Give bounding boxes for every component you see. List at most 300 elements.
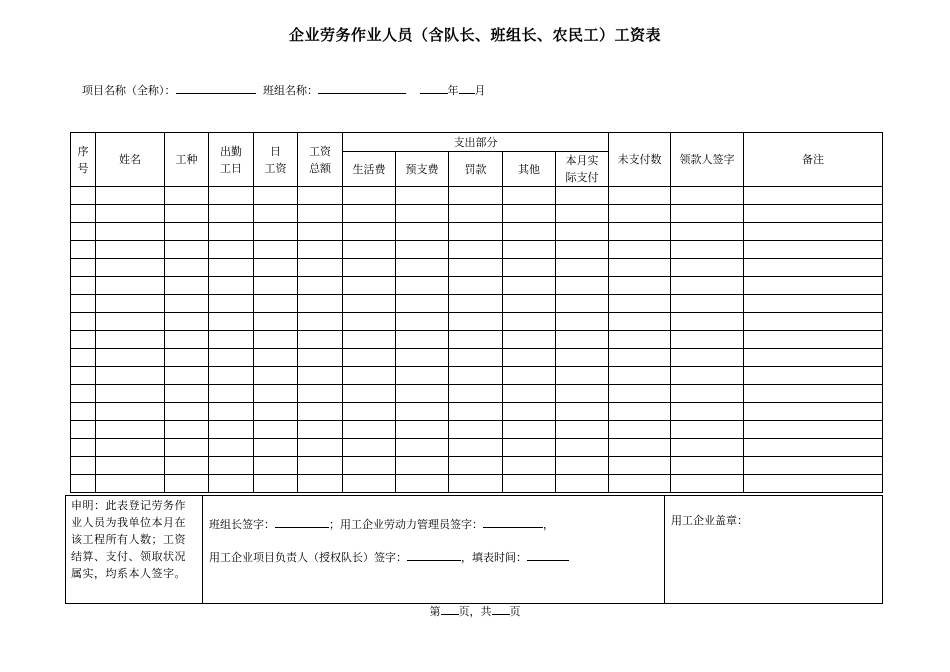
table-cell[interactable] [209,475,254,493]
table-cell[interactable] [671,241,744,259]
table-cell[interactable] [209,277,254,295]
table-cell[interactable] [165,205,209,223]
project-leader-sign-label: 用工企业项目负责人（授权队长）签字： [209,551,407,564]
table-cell[interactable] [165,313,209,331]
table-cell[interactable] [165,403,209,421]
table-cell[interactable] [503,187,556,205]
table-cell[interactable] [343,259,396,277]
table-cell[interactable] [343,349,396,367]
table-cell[interactable] [343,475,396,493]
table-cell[interactable] [254,457,298,475]
col-header-total-wage: 工资 总额 [298,133,343,187]
table-cell[interactable] [609,349,671,367]
table-cell[interactable] [71,313,96,331]
table-cell[interactable] [671,223,744,241]
table-cell[interactable] [671,367,744,385]
table-cell[interactable] [744,367,883,385]
table-cell[interactable] [609,295,671,313]
table-cell[interactable] [71,403,96,421]
table-cell[interactable] [254,403,298,421]
table-cell[interactable] [396,205,449,223]
table-cell[interactable] [449,385,503,403]
project-name-field[interactable] [176,82,256,94]
table-row [71,349,883,367]
table-cell[interactable] [71,421,96,439]
table-cell[interactable] [671,331,744,349]
table-cell[interactable] [671,385,744,403]
table-cell[interactable] [165,241,209,259]
table-cell[interactable] [209,349,254,367]
table-cell[interactable] [209,187,254,205]
table-cell[interactable] [609,187,671,205]
table-cell[interactable] [209,223,254,241]
table-cell[interactable] [298,259,343,277]
table-cell[interactable] [503,439,556,457]
table-cell[interactable] [744,259,883,277]
table-cell[interactable] [209,313,254,331]
table-row [71,331,883,349]
table-cell[interactable] [209,331,254,349]
table-cell[interactable] [744,439,883,457]
table-cell[interactable] [298,439,343,457]
table-cell[interactable] [609,457,671,475]
table-cell[interactable] [556,403,609,421]
table-cell[interactable] [449,439,503,457]
table-cell[interactable] [503,205,556,223]
table-cell[interactable] [209,457,254,475]
table-cell[interactable] [71,295,96,313]
table-row [71,421,883,439]
table-cell[interactable] [609,367,671,385]
table-cell[interactable] [343,367,396,385]
table-cell[interactable] [71,259,96,277]
total-pages-field[interactable] [492,603,510,615]
col-header-advance: 预支费 [396,152,449,187]
table-cell[interactable] [744,187,883,205]
table-cell[interactable] [209,403,254,421]
table-row [71,313,883,331]
table-cell[interactable] [449,403,503,421]
table-cell[interactable] [671,475,744,493]
table-cell[interactable] [671,457,744,475]
table-cell[interactable] [343,187,396,205]
table-cell[interactable] [96,349,165,367]
col-header-other: 其他 [503,152,556,187]
table-cell[interactable] [609,241,671,259]
table-cell[interactable] [254,187,298,205]
table-cell[interactable] [396,439,449,457]
table-cell[interactable] [254,205,298,223]
wage-table [70,132,883,493]
table-cell[interactable] [209,421,254,439]
table-cell[interactable] [254,475,298,493]
table-cell[interactable] [503,349,556,367]
table-cell[interactable] [96,259,165,277]
team-name-label: 班组名称： [263,84,318,97]
table-cell[interactable] [671,187,744,205]
col-header-name: 姓名 [96,133,165,187]
table-cell[interactable] [744,421,883,439]
table-cell[interactable] [556,349,609,367]
table-cell[interactable] [503,403,556,421]
table-cell[interactable] [609,439,671,457]
table-cell[interactable] [209,439,254,457]
table-cell[interactable] [71,457,96,475]
table-cell[interactable] [396,277,449,295]
table-cell[interactable] [396,313,449,331]
table-cell[interactable] [343,421,396,439]
header-info-line [82,82,486,98]
declaration-line: 业人员为我单位本月在 [71,516,186,529]
table-cell[interactable] [609,205,671,223]
table-cell[interactable] [556,457,609,475]
table-cell[interactable] [343,439,396,457]
table-cell[interactable] [556,295,609,313]
table-cell[interactable] [71,367,96,385]
table-row [71,367,883,385]
table-cell[interactable] [254,223,298,241]
signature-line-1: 班组长签字： ；用工企业劳动力管理员签字： ， [209,518,554,531]
table-cell[interactable] [503,223,556,241]
table-cell[interactable] [609,277,671,295]
table-cell[interactable] [503,331,556,349]
table-cell[interactable] [96,385,165,403]
month-field[interactable] [459,82,475,94]
table-cell[interactable] [556,259,609,277]
table-cell[interactable] [556,187,609,205]
col-header-unpaid: 未支付数 [609,133,671,187]
table-cell[interactable] [71,331,96,349]
table-cell[interactable] [556,475,609,493]
table-cell[interactable] [671,295,744,313]
col-header-fine: 罚款 [449,152,503,187]
table-cell[interactable] [254,259,298,277]
table-cell[interactable] [71,349,96,367]
table-cell[interactable] [254,385,298,403]
table-cell[interactable] [671,403,744,421]
table-cell[interactable] [609,223,671,241]
table-cell[interactable] [254,331,298,349]
table-cell[interactable] [744,223,883,241]
table-cell[interactable] [165,367,209,385]
table-cell[interactable] [556,367,609,385]
table-cell[interactable] [96,205,165,223]
table-cell[interactable] [449,421,503,439]
labor-manager-sign-field[interactable] [483,516,543,528]
table-cell[interactable] [449,475,503,493]
table-cell[interactable] [556,223,609,241]
table-cell[interactable] [396,259,449,277]
project-name-label: 项目名称（全称）： [82,84,176,97]
table-cell[interactable] [744,475,883,493]
table-cell[interactable] [556,385,609,403]
table-cell[interactable] [165,457,209,475]
table-cell[interactable] [298,295,343,313]
current-page-field[interactable] [441,603,459,615]
table-cell[interactable] [71,439,96,457]
table-row [71,457,883,475]
table-cell[interactable] [96,403,165,421]
table-cell[interactable] [609,475,671,493]
table-cell[interactable] [556,313,609,331]
table-cell[interactable] [396,241,449,259]
table-cell[interactable] [609,331,671,349]
table-cell[interactable] [671,205,744,223]
col-header-seq: 序 号 [71,133,96,187]
table-cell[interactable] [343,313,396,331]
header-row-1 [71,133,883,152]
table-cell[interactable] [254,277,298,295]
table-cell[interactable] [298,205,343,223]
table-cell[interactable] [165,277,209,295]
table-cell[interactable] [744,349,883,367]
table-cell[interactable] [209,295,254,313]
table-cell[interactable] [503,475,556,493]
table-cell[interactable] [503,367,556,385]
declaration-cell [66,496,203,604]
seal-label: 用工企业盖章： [671,514,748,527]
table-cell[interactable] [254,439,298,457]
table-cell[interactable] [165,385,209,403]
table-cell[interactable] [396,421,449,439]
table-cell[interactable] [71,187,96,205]
table-cell[interactable] [744,385,883,403]
declaration-line: 结算、支付、领取状况 [71,550,186,563]
table-cell[interactable] [396,475,449,493]
table-cell[interactable] [165,223,209,241]
table-cell[interactable] [298,349,343,367]
table-cell[interactable] [343,457,396,475]
table-row [71,475,883,493]
table-row [71,241,883,259]
table-cell[interactable] [254,241,298,259]
table-cell[interactable] [71,475,96,493]
fill-date-label: ，填表时间： [461,551,527,564]
table-cell[interactable] [449,205,503,223]
table-cell[interactable] [744,241,883,259]
table-cell[interactable] [343,295,396,313]
declaration-line: 申明：此表登记劳务作 [71,499,186,512]
table-cell[interactable] [396,331,449,349]
table-cell[interactable] [165,439,209,457]
table-cell[interactable] [609,313,671,331]
table-cell[interactable] [343,223,396,241]
table-cell[interactable] [556,241,609,259]
table-cell[interactable] [449,295,503,313]
table-cell[interactable] [96,277,165,295]
table-cell[interactable] [503,277,556,295]
table-cell[interactable] [449,241,503,259]
table-cell[interactable] [396,187,449,205]
table-cell[interactable] [254,295,298,313]
table-cell[interactable] [96,367,165,385]
table-row [71,187,883,205]
page-number: 第 页，共 页 [429,605,521,618]
table-cell[interactable] [209,205,254,223]
table-cell[interactable] [744,331,883,349]
col-header-attendance: 出勤 工日 [209,133,254,187]
table-cell[interactable] [96,439,165,457]
table-cell[interactable] [556,277,609,295]
table-cell[interactable] [298,331,343,349]
table-cell[interactable] [71,223,96,241]
table-cell[interactable] [254,421,298,439]
table-row [71,439,883,457]
table-row [71,277,883,295]
table-cell[interactable] [671,277,744,295]
table-cell[interactable] [165,421,209,439]
table-cell[interactable] [671,313,744,331]
month-label: 月 [474,84,486,97]
table-cell[interactable] [449,349,503,367]
table-cell[interactable] [96,295,165,313]
table-cell[interactable] [671,439,744,457]
table-cell[interactable] [609,403,671,421]
table-cell[interactable] [449,313,503,331]
year-field[interactable] [420,82,448,94]
table-row [71,295,883,313]
table-cell[interactable] [609,421,671,439]
table-cell[interactable] [396,223,449,241]
table-cell[interactable] [165,331,209,349]
team-leader-sign-label: 班组长签字： [209,518,275,531]
labor-manager-sign-label: ；用工企业劳动力管理员签字： [329,518,483,531]
project-leader-sign-field[interactable] [407,549,461,561]
table-row [71,205,883,223]
table-cell[interactable] [298,457,343,475]
col-header-job: 工种 [165,133,209,187]
table-cell[interactable] [744,403,883,421]
table-cell[interactable] [96,223,165,241]
table-cell[interactable] [671,349,744,367]
table-cell[interactable] [396,295,449,313]
table-cell[interactable] [209,385,254,403]
table-cell[interactable] [343,241,396,259]
table-cell[interactable] [96,187,165,205]
table-cell[interactable] [449,187,503,205]
table-cell[interactable] [744,457,883,475]
table-cell[interactable] [396,367,449,385]
table-cell[interactable] [449,277,503,295]
table-cell[interactable] [165,475,209,493]
table-cell[interactable] [298,385,343,403]
team-name-field[interactable] [318,82,406,94]
table-cell[interactable] [449,223,503,241]
table-cell[interactable] [209,259,254,277]
table-cell[interactable] [396,457,449,475]
table-row [71,403,883,421]
table-cell[interactable] [298,187,343,205]
table-cell[interactable] [209,241,254,259]
table-cell[interactable] [165,259,209,277]
col-header-actual-paid: 本月实 际支付 [556,152,609,187]
year-label: 年 [447,84,459,97]
table-cell[interactable] [96,475,165,493]
declaration-line: 该工程所有人数；工资 [71,533,186,546]
table-cell[interactable] [254,313,298,331]
table-cell[interactable] [556,439,609,457]
table-cell[interactable] [71,205,96,223]
table-cell[interactable] [96,421,165,439]
table-cell[interactable] [165,187,209,205]
table-cell[interactable] [671,259,744,277]
table-cell[interactable] [298,313,343,331]
table-cell[interactable] [744,313,883,331]
table-cell[interactable] [165,349,209,367]
table-cell[interactable] [556,205,609,223]
table-cell[interactable] [165,295,209,313]
table-cell[interactable] [298,403,343,421]
table-cell[interactable] [503,241,556,259]
table-cell[interactable] [343,277,396,295]
table-cell[interactable] [609,385,671,403]
signature-cell [203,496,665,604]
table-cell[interactable] [298,241,343,259]
table-cell[interactable] [343,385,396,403]
table-cell[interactable] [71,277,96,295]
table-cell[interactable] [671,421,744,439]
signature-line-2 [209,549,664,566]
table-cell[interactable] [343,403,396,421]
table-cell[interactable] [503,421,556,439]
table-cell[interactable] [449,331,503,349]
seal-cell [665,496,883,604]
table-cell[interactable] [503,313,556,331]
table-cell[interactable] [744,295,883,313]
table-cell[interactable] [396,349,449,367]
table-cell[interactable] [503,259,556,277]
table-cell[interactable] [503,385,556,403]
table-cell[interactable] [396,403,449,421]
table-cell[interactable] [449,367,503,385]
col-header-expense-group: 支出部分 [343,133,609,152]
table-cell[interactable] [396,385,449,403]
table-cell[interactable] [96,331,165,349]
fill-date-field[interactable] [527,549,569,561]
table-cell[interactable] [298,223,343,241]
table-cell[interactable] [96,313,165,331]
table-cell[interactable] [744,277,883,295]
table-cell[interactable] [71,385,96,403]
col-header-remark: 备注 [744,133,883,187]
declaration-line: 属实，均系本人签字。 [71,567,186,580]
table-cell[interactable] [254,367,298,385]
table-cell[interactable] [556,331,609,349]
table-cell[interactable] [254,349,298,367]
table-cell[interactable] [209,367,254,385]
table-cell[interactable] [298,421,343,439]
table-cell[interactable] [449,457,503,475]
table-cell[interactable] [343,205,396,223]
table-cell[interactable] [298,367,343,385]
table-row [71,259,883,277]
table-cell[interactable] [96,457,165,475]
col-header-daily-wage: 日 工资 [254,133,298,187]
table-cell[interactable] [449,259,503,277]
table-cell[interactable] [503,295,556,313]
team-leader-sign-field[interactable] [275,516,329,528]
table-cell[interactable] [298,277,343,295]
table-cell[interactable] [744,205,883,223]
table-cell[interactable] [503,457,556,475]
table-cell[interactable] [343,331,396,349]
table-cell[interactable] [556,421,609,439]
table-cell[interactable] [609,259,671,277]
table-cell[interactable] [96,241,165,259]
table-cell[interactable] [298,475,343,493]
table-cell[interactable] [71,241,96,259]
page-title: 企业劳务作业人员（含队长、班组长、农民工）工资表 [288,26,661,44]
